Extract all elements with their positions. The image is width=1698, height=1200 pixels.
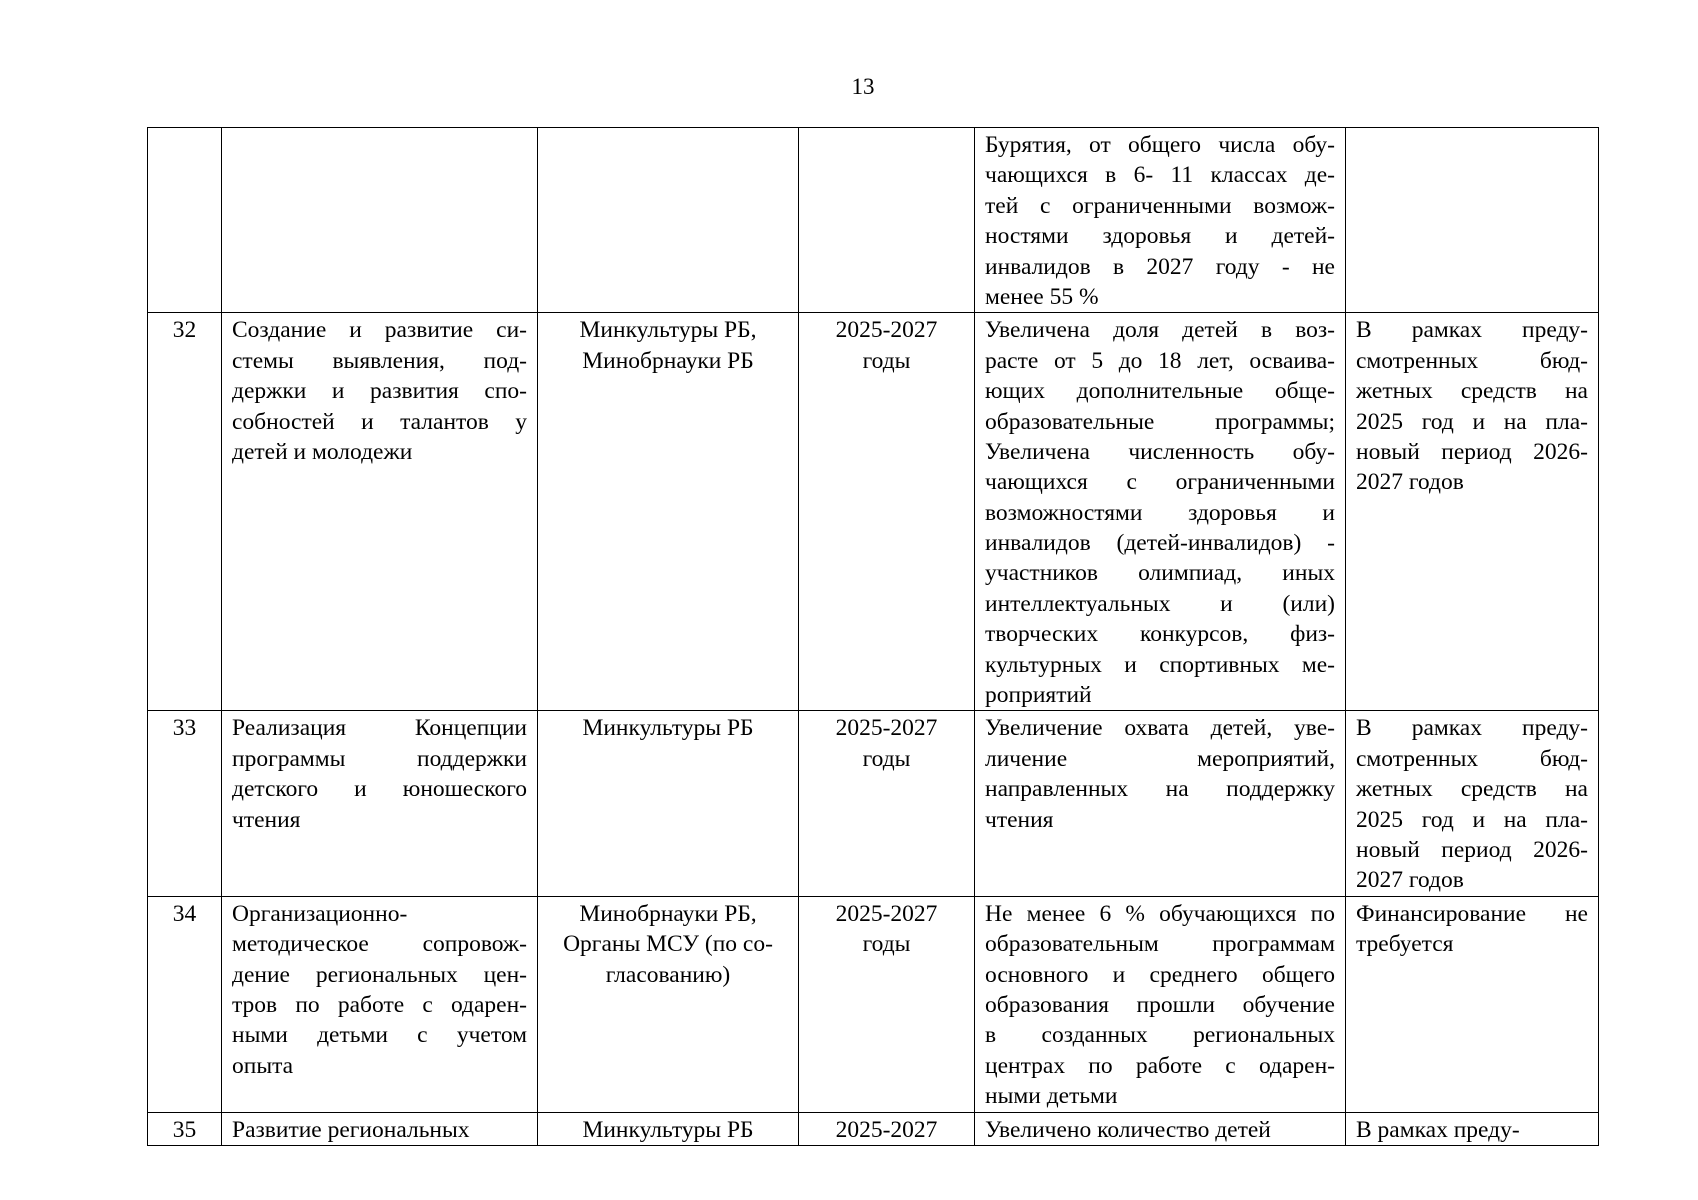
cell-line: дение региональных цен-: [232, 961, 527, 988]
cell-line: годы: [862, 931, 911, 958]
cell-line: требуется: [1356, 931, 1454, 958]
cell-line: основного и среднего общего: [985, 961, 1335, 988]
cell-line: детей и молодежи: [232, 438, 413, 465]
cell-line: менее 55 %: [985, 283, 1099, 310]
cell-line: Развитие региональных: [232, 1116, 470, 1143]
expected-result: [975, 128, 1346, 313]
cell-line: чающихся в 6- 11 классах де-: [985, 162, 1335, 189]
table-row: [148, 1112, 1599, 1145]
period: [799, 128, 975, 313]
executors: [538, 896, 799, 1112]
table-row: [148, 313, 1599, 711]
cell-line: тей с ограниченными возмож-: [985, 192, 1335, 219]
cell-line: Не менее 6 % обучающихся по: [985, 900, 1335, 927]
cell-line: Минкультуры РБ,: [579, 317, 757, 344]
cell-line: 2025 год и на пла-: [1356, 806, 1588, 833]
executors: [538, 128, 799, 313]
cell-line: годы: [862, 347, 911, 374]
cell-line: жетных средств на: [1356, 776, 1588, 803]
cell-line: чтения: [232, 806, 301, 833]
financing: [1346, 128, 1599, 313]
cell-line: Реализация Концепции: [232, 715, 527, 742]
measure-name: [222, 711, 538, 896]
measures-table: [147, 127, 1599, 1146]
cell-line: образования прошли обучение: [985, 991, 1335, 1018]
financing: [1346, 896, 1599, 1112]
measure-name: [222, 1112, 538, 1145]
cell-line: чающихся с ограниченными: [985, 469, 1335, 496]
cell-line: участников олимпиад, иных: [985, 560, 1335, 587]
row-number: [148, 128, 222, 313]
period: [799, 896, 975, 1112]
cell-line: смотренных бюд-: [1356, 745, 1588, 772]
expected-result: [975, 711, 1346, 896]
table-row: [148, 711, 1599, 896]
cell-line: 2025-2027: [835, 715, 938, 742]
cell-line: ными детьми с учетом: [232, 1022, 527, 1049]
table-row: [148, 896, 1599, 1112]
cell-line: 2027 годов: [1356, 469, 1464, 496]
executors: [538, 313, 799, 711]
cell-line: Увеличение охвата детей, уве-: [985, 715, 1335, 742]
measure-name: [222, 128, 538, 313]
cell-line: 2025-2027: [835, 1116, 938, 1143]
page-number: 13: [851, 74, 875, 99]
cell-line: методическое сопровож-: [232, 931, 527, 958]
cell-line: ющих дополнительные обще-: [985, 378, 1335, 405]
financing: [1346, 711, 1599, 896]
cell-line: Бурятия, от общего числа обу-: [985, 132, 1335, 158]
cell-line: опыта: [232, 1052, 294, 1079]
cell-line: интеллектуальных и (или): [985, 590, 1335, 617]
cell-line: инвалидов в 2027 году - не: [985, 253, 1335, 280]
cell-line: тров по работе с одарен-: [232, 991, 527, 1018]
cell-line: образовательные программы;: [985, 408, 1335, 435]
cell-line: 2027 годов: [1356, 867, 1464, 894]
cell-line: культурных и спортивных ме-: [985, 651, 1335, 678]
cell-line: 2025-2027: [835, 317, 938, 344]
cell-line: Минобрнауки РБ: [582, 347, 754, 374]
cell-line: Финансирование не: [1356, 900, 1588, 927]
cell-line: образовательным программам: [985, 931, 1335, 958]
cell-line: возможностями здоровья и: [985, 499, 1335, 526]
cell-line: инвалидов (детей-инвалидов) -: [985, 530, 1335, 557]
cell-line: В рамках преду-: [1356, 317, 1588, 344]
row-number: 34: [148, 896, 222, 1112]
financing: [1346, 313, 1599, 711]
cell-line: личение мероприятий,: [985, 745, 1335, 772]
cell-line: расте от 5 до 18 лет, осваива-: [985, 347, 1335, 374]
executors: [538, 1112, 799, 1145]
cell-line: программы поддержки: [232, 745, 527, 772]
executors: [538, 711, 799, 896]
cell-line: центрах по работе с одарен-: [985, 1052, 1335, 1079]
cell-line: собностей и талантов у: [232, 408, 527, 435]
cell-line: В рамках преду-: [1356, 1116, 1520, 1143]
measure-name: [222, 313, 538, 711]
cell-line: Увеличена численность обу-: [985, 438, 1335, 465]
cell-line: жетных средств на: [1356, 378, 1588, 405]
cell-line: Создание и развитие си-: [232, 317, 527, 344]
cell-line: Минкультуры РБ: [582, 715, 754, 742]
financing: [1346, 1112, 1599, 1145]
cell-line: 2025-2027: [835, 900, 938, 927]
cell-line: чтения: [985, 806, 1054, 833]
measure-name: [222, 896, 538, 1112]
cell-line: в созданных региональных: [985, 1022, 1335, 1049]
cell-line: 2025 год и на пла-: [1356, 408, 1588, 435]
cell-line: новый период 2026-: [1356, 836, 1588, 863]
cell-line: творческих конкурсов, физ-: [985, 621, 1335, 648]
cell-line: Увеличена доля детей в воз-: [985, 317, 1335, 344]
cell-line: В рамках преду-: [1356, 715, 1588, 742]
period: [799, 1112, 975, 1145]
cell-line: роприятий: [985, 682, 1092, 709]
expected-result: [975, 896, 1346, 1112]
cell-line: направленных на поддержку: [985, 776, 1335, 803]
cell-line: ными детьми: [985, 1083, 1118, 1110]
cell-line: новый период 2026-: [1356, 438, 1588, 465]
cell-line: детского и юношеского: [232, 776, 527, 803]
cell-line: Органы МСУ (по со-: [563, 931, 773, 958]
expected-result: [975, 313, 1346, 711]
cell-line: стемы выявления, под-: [232, 347, 527, 374]
period: [799, 711, 975, 896]
cell-line: смотренных бюд-: [1356, 347, 1588, 374]
cell-line: гласованию): [605, 961, 731, 988]
cell-line: ностями здоровья и детей-: [985, 223, 1335, 250]
row-number: 33: [148, 711, 222, 896]
cell-line: годы: [862, 745, 911, 772]
period: [799, 313, 975, 711]
table-row: [148, 128, 1599, 313]
row-number: 32: [148, 313, 222, 711]
cell-line: Увеличено количество детей: [985, 1116, 1271, 1143]
cell-line: держки и развития спо-: [232, 378, 527, 405]
cell-line: Минкультуры РБ: [582, 1116, 754, 1143]
row-number: 35: [148, 1112, 222, 1145]
expected-result: [975, 1112, 1346, 1145]
cell-line: Организационно-: [232, 900, 408, 927]
cell-line: Минобрнауки РБ,: [579, 900, 757, 927]
